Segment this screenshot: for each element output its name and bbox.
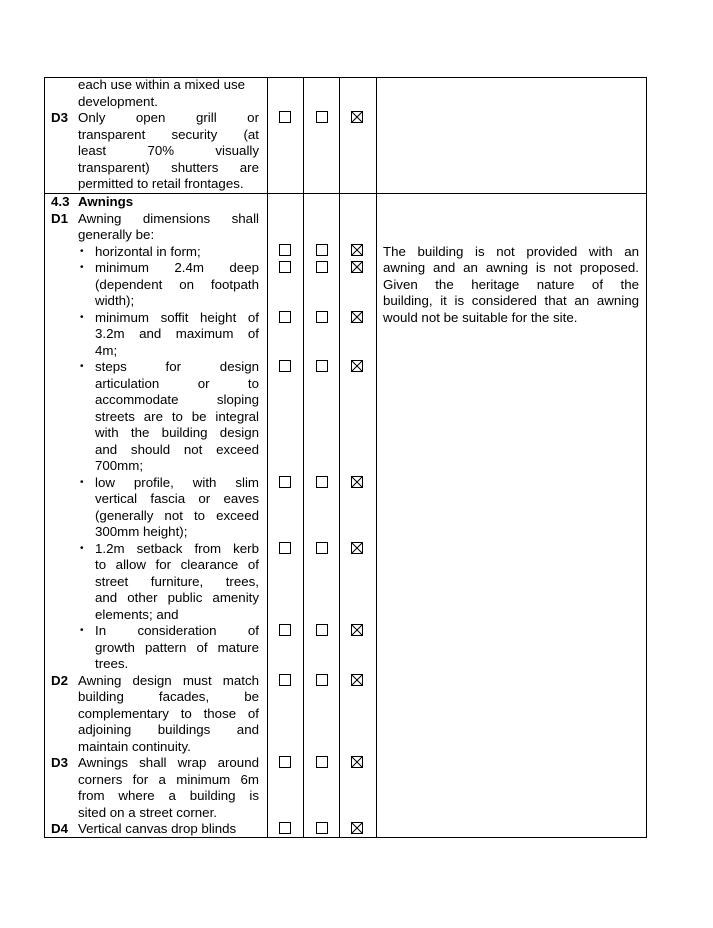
continued-text: each use within a mixed use [78, 77, 246, 92]
comment-text [383, 244, 639, 327]
bullet-text-line: 3.2m and maximum of [95, 326, 259, 341]
bullet-text-line: growth pattern of mature [95, 639, 259, 655]
row-divider [44, 193, 647, 194]
table-divider-4 [376, 77, 377, 837]
clause-label-d4: D4 [51, 821, 68, 836]
bullet-dot: • [80, 262, 84, 273]
cross-mark-icon [352, 477, 362, 487]
bullet-text-line: street furniture, trees, [95, 573, 259, 589]
bullet-text-line: In consideration of [95, 623, 259, 638]
bullet-text-line: low profile, with slim [95, 474, 259, 490]
cross-mark-icon [352, 543, 362, 553]
clause-label-d1: D1 [51, 210, 68, 226]
clause-text-line: least 70% visually [78, 143, 259, 158]
bullet-text-line: (dependent on footpath [95, 276, 259, 292]
cross-mark-icon [352, 312, 362, 322]
bullet-dot: • [80, 311, 84, 323]
bullet-text-line: steps for design [95, 359, 259, 374]
checked-checkbox[interactable] [351, 822, 363, 834]
bullet-dot: • [80, 476, 84, 488]
clause-text-line: transparent security (at [78, 126, 259, 142]
unchecked-checkbox[interactable] [279, 311, 291, 323]
clause-text-line: Awnings shall wrap around [78, 755, 259, 770]
bullet-text-line: 700mm; [95, 458, 144, 473]
bullet-text-line: and should not exceed [95, 441, 259, 457]
bullet-text-line: width); [95, 293, 135, 308]
clause-text-line: corners for a minimum 6m [78, 771, 259, 787]
unchecked-checkbox[interactable] [316, 674, 328, 686]
unchecked-checkbox[interactable] [316, 111, 328, 123]
cross-mark-icon [352, 625, 362, 635]
bullet-dot: • [80, 625, 84, 636]
bullet-text-line: 1.2m setback from kerb [95, 540, 259, 556]
clause-text-line: maintain continuity. [78, 738, 191, 754]
unchecked-checkbox[interactable] [279, 360, 291, 372]
unchecked-checkbox[interactable] [279, 261, 291, 273]
comment-line: Given the heritage nature of the [383, 276, 639, 292]
cross-mark-icon [352, 361, 362, 371]
comment-line: The building is not provided with an [383, 243, 639, 259]
checked-checkbox[interactable] [351, 311, 363, 323]
bullet-text-line: horizontal in form; [95, 243, 201, 259]
checked-checkbox[interactable] [351, 542, 363, 554]
clause-text-line: building facades, be [78, 689, 259, 704]
bullet-text-line: (generally not to exceed [95, 507, 259, 523]
bullet-dot: • [80, 245, 84, 257]
unchecked-checkbox[interactable] [316, 244, 328, 256]
checked-checkbox[interactable] [351, 624, 363, 636]
clause-text-line: generally be: [78, 227, 155, 242]
unchecked-checkbox[interactable] [279, 822, 291, 834]
clause-text-line: from where a building is [78, 788, 259, 803]
section-title: Awnings [78, 194, 134, 209]
table-divider-3 [339, 77, 340, 837]
cross-mark-icon [352, 757, 362, 767]
clause-text-line: adjoining buildings and [78, 722, 259, 737]
cross-mark-icon [352, 675, 362, 685]
bullet-text-line: elements; and [95, 606, 179, 622]
table-border-left [44, 77, 45, 837]
clause-text-line: Only open grill or [78, 110, 259, 125]
unchecked-checkbox[interactable] [279, 244, 291, 256]
clause-text-line: Awning design must match [78, 672, 259, 688]
bullet-text-line: vertical fascia or eaves [95, 491, 259, 506]
bullet-text-line: and other public amenity [95, 590, 259, 605]
unchecked-checkbox[interactable] [279, 111, 291, 123]
bullet-dot: • [80, 542, 84, 554]
checked-checkbox[interactable] [351, 360, 363, 372]
bullet-text-line: minimum soffit height of [95, 309, 259, 325]
comment-line: building, it is considered that an awning [383, 293, 639, 308]
clause-text-line: permitted to retail frontages. [78, 176, 244, 191]
bullet-text-line: with the building design [95, 425, 259, 440]
comment-line: awning and an awning is not proposed. [383, 260, 639, 275]
cross-mark-icon [352, 245, 362, 255]
clause-label-d2: D2 [51, 672, 68, 688]
clause-text-line: Vertical canvas drop blinds [78, 821, 237, 836]
clause-label-d3-top: D3 [51, 110, 68, 125]
bullet-text-line: to allow for clearance of [95, 557, 259, 572]
clause-text-line: complementary to those of [78, 705, 259, 721]
checked-checkbox[interactable] [351, 674, 363, 686]
unchecked-checkbox[interactable] [279, 624, 291, 636]
checked-checkbox[interactable] [351, 476, 363, 488]
unchecked-checkbox[interactable] [316, 542, 328, 554]
bullet-text-line: accommodate sloping [95, 392, 259, 407]
bullet-text-line: streets are to be integral [95, 408, 259, 424]
unchecked-checkbox[interactable] [316, 261, 328, 273]
section-number: 4.3 [51, 194, 70, 209]
cross-mark-icon [352, 112, 362, 122]
table-divider-1 [267, 77, 268, 837]
unchecked-checkbox[interactable] [316, 822, 328, 834]
unchecked-checkbox[interactable] [279, 542, 291, 554]
unchecked-checkbox[interactable] [316, 624, 328, 636]
clause-label-d3: D3 [51, 755, 68, 770]
checked-checkbox[interactable] [351, 244, 363, 256]
table-border-right [646, 77, 647, 837]
bullet-dot: • [80, 361, 84, 372]
bullet-text-line: 300mm height); [95, 524, 188, 539]
clause-text-line: transparent) shutters are [78, 159, 259, 175]
unchecked-checkbox[interactable] [316, 476, 328, 488]
bullet-text-line: articulation or to [95, 375, 259, 391]
cross-mark-icon [352, 823, 362, 833]
clause-text-line: Awning dimensions shall [78, 210, 259, 226]
checked-checkbox[interactable] [351, 756, 363, 768]
checked-checkbox[interactable] [351, 261, 363, 273]
checked-checkbox[interactable] [351, 111, 363, 123]
clause-text-line: sited on a street corner. [78, 804, 217, 820]
unchecked-checkbox[interactable] [316, 756, 328, 768]
continued-text: development. [78, 93, 158, 109]
comment-line: would not be suitable for the site. [383, 309, 578, 325]
unchecked-checkbox[interactable] [279, 476, 291, 488]
unchecked-checkbox[interactable] [279, 674, 291, 686]
bullet-text-line: minimum 2.4m deep [95, 260, 259, 275]
unchecked-checkbox[interactable] [316, 311, 328, 323]
bullet-text-line: 4m; [95, 342, 118, 358]
bullet-text-line: trees. [95, 656, 129, 671]
table-divider-2 [303, 77, 304, 837]
cross-mark-icon [352, 262, 362, 272]
unchecked-checkbox[interactable] [279, 756, 291, 768]
unchecked-checkbox[interactable] [316, 360, 328, 372]
